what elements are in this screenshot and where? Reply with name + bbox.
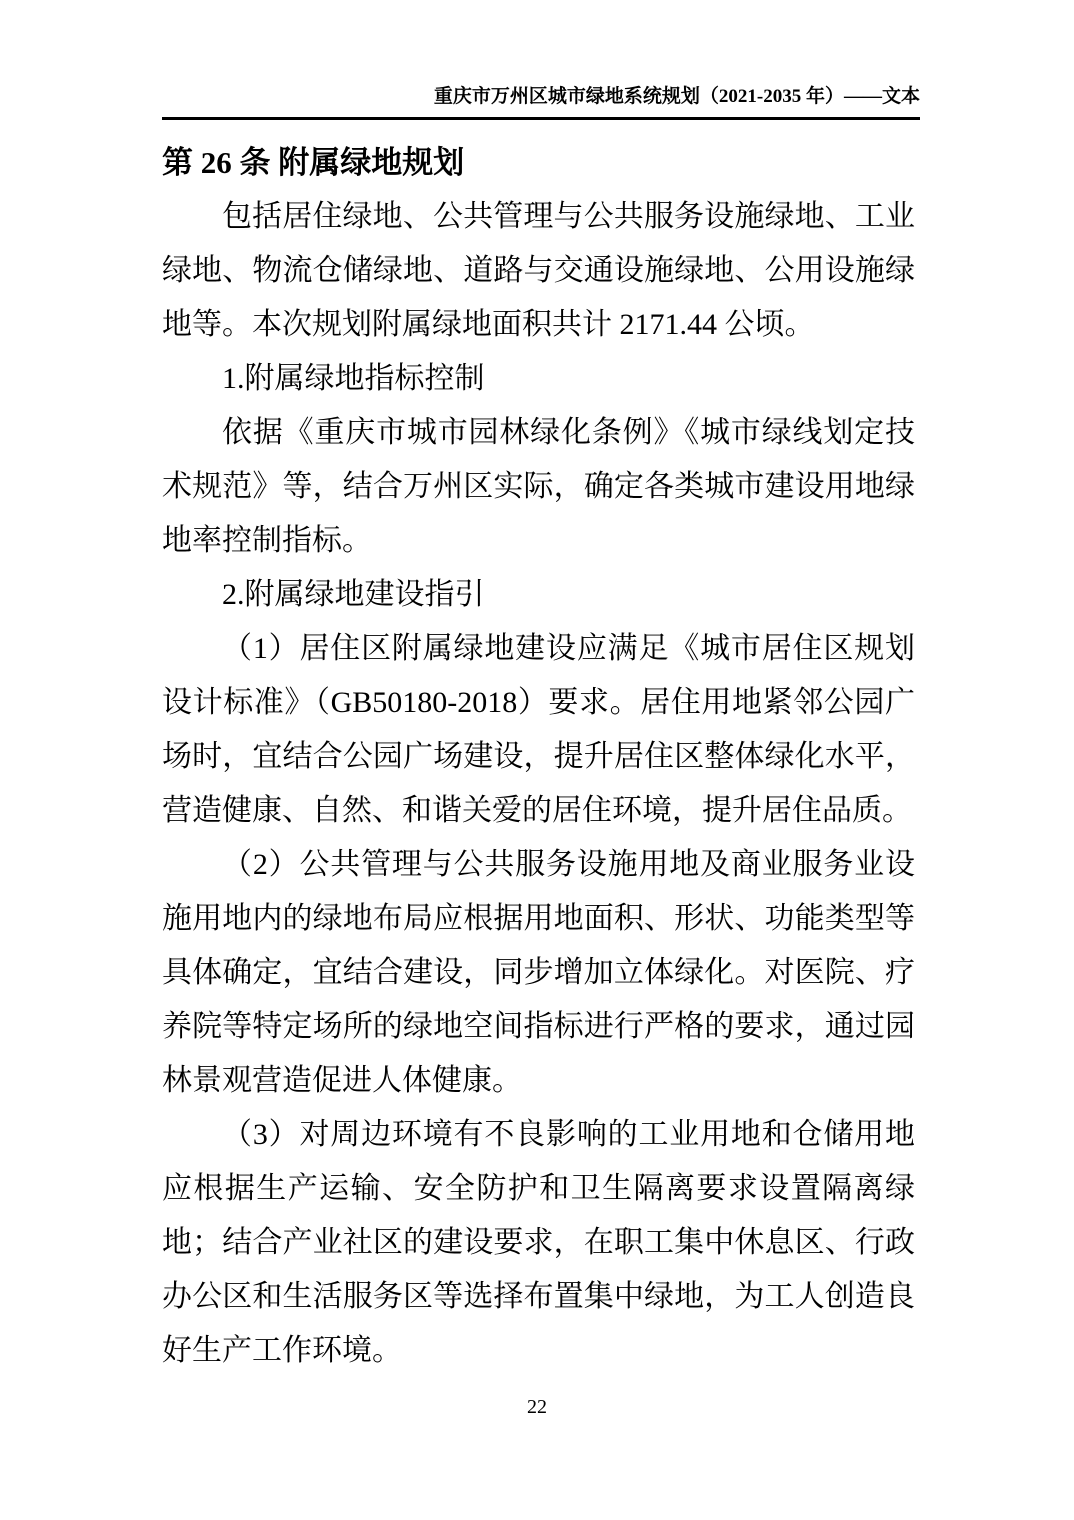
paragraph-item-1-title: 1.附属绿地指标控制 <box>222 362 485 395</box>
running-header: 重庆市万州区城市绿地系统规划（2021-2035 年）——文本 <box>433 86 920 107</box>
body-text <box>162 190 915 1378</box>
section-heading: 第 26 条 附属绿地规划 <box>162 145 465 180</box>
page-number: 22 <box>527 1396 547 1418</box>
paragraph-item-1-body: 依据《重庆市城市园林绿化条例》《城市绿线划定技术规范》等，结合万州区实际，确定各类城市建设用地绿地率控制指标。 <box>162 416 915 557</box>
paragraph-guideline-1: （1）居住区附属绿地建设应满足《城市居住区规划设计标准》（GB50180-2018）要求。居住用地紧邻公园广场时，宜结合公园广场建设，提升居住区整体绿化水平，营造健康、自然、和谐关爱的居住环境，提升居住品质。 <box>162 632 915 827</box>
paragraph-intro: 包括居住绿地、公共管理与公共服务设施绿地、工业绿地、物流仓储绿地、道路与交通设施绿地、公用设施绿地等。本次规划附属绿地面积共计 2171.44 公顷。 <box>162 200 915 341</box>
paragraph-guideline-3: （3）对周边环境有不良影响的工业用地和仓储用地应根据生产运输、安全防护和卫生隔离要求设置隔离绿地；结合产业社区的建设要求，在职工集中休息区、行政办公区和生活服务区等选择布置集中绿地，为工人创造良好生产工作环境。 <box>162 1118 915 1367</box>
header-rule <box>162 117 920 120</box>
paragraph-guideline-2: （2）公共管理与公共服务设施用地及商业服务业设施用地内的绿地布局应根据用地面积、形状、功能类型等具体确定，宜结合建设，同步增加立体绿化。对医院、疗养院等特定场所的绿地空间指标进行严格的要求，通过园林景观营造促进人体健康。 <box>162 848 915 1097</box>
paragraph-item-2-title: 2.附属绿地建设指引 <box>222 578 485 611</box>
